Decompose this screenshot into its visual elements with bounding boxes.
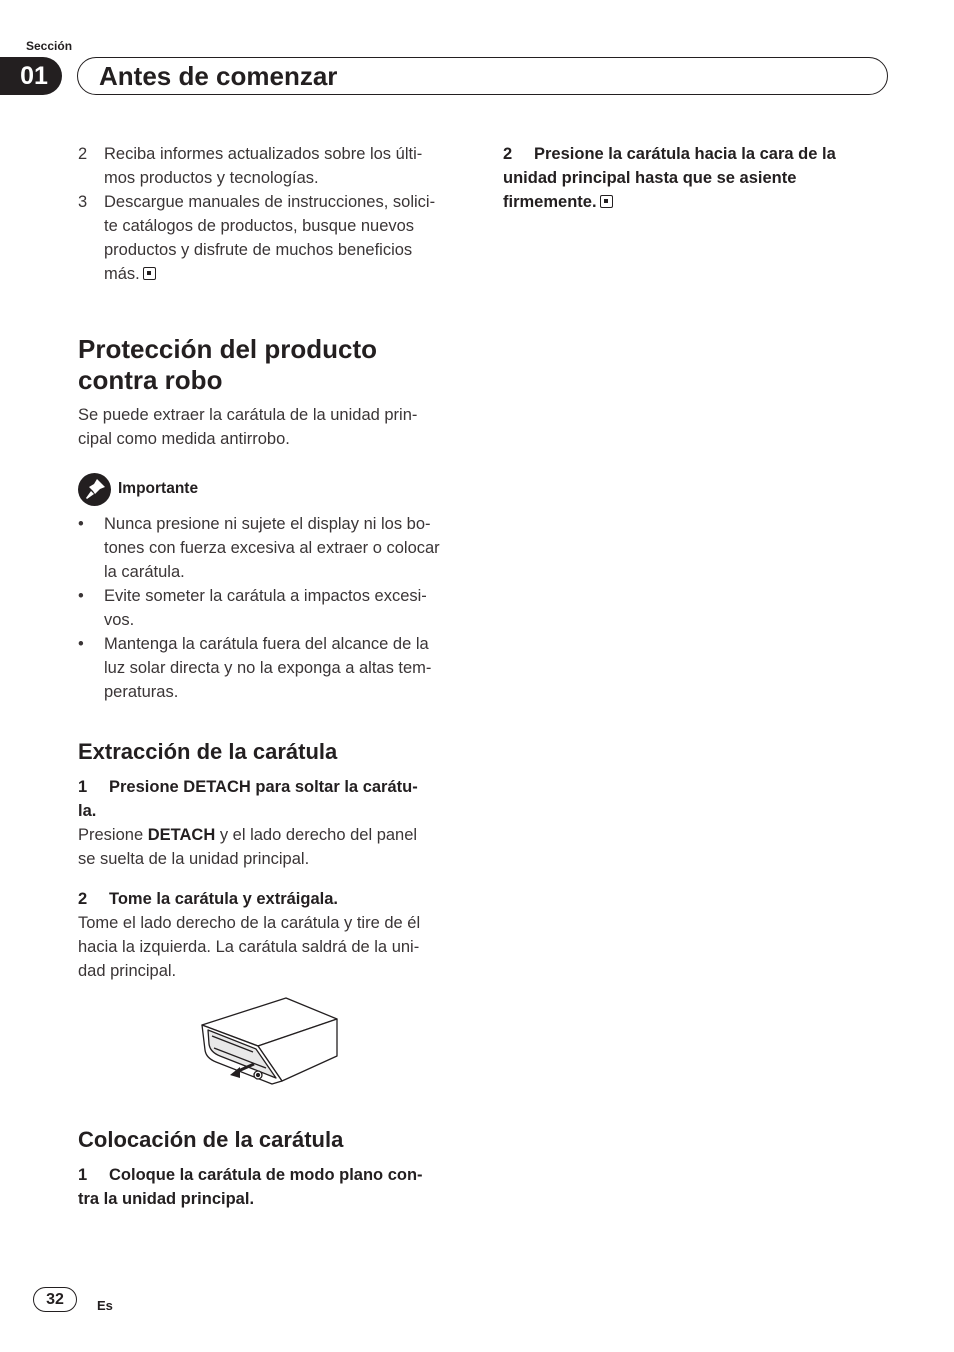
section-number-badge: 01 — [0, 57, 62, 95]
attachment-step-1 — [78, 1163, 478, 1211]
end-mark-icon — [143, 267, 156, 280]
list-item-text: más. — [104, 265, 140, 283]
extraction-step-1-body — [78, 823, 478, 871]
button-reference: DETACH — [147, 826, 216, 844]
step-text: Presione la carátula hacia la cara de la — [534, 145, 836, 163]
protection-heading — [78, 334, 377, 396]
page-title: Antes de comenzar — [99, 61, 338, 91]
step-number: 1 — [78, 1166, 88, 1184]
important-list — [78, 512, 478, 704]
intro-list — [78, 142, 478, 286]
list-item-text: Descargue manuales de instrucciones, solici- — [104, 193, 436, 211]
protection-description — [78, 403, 417, 451]
list-item-text: Evite someter la carátula a impactos excesi- — [104, 587, 427, 605]
step-text: Coloque la carátula de modo plano con- — [109, 1166, 423, 1184]
list-item-text: Nunca presione ni sujete el display ni los bo- — [104, 515, 431, 533]
paragraph-text: Presione — [78, 826, 148, 844]
paragraph-line: cipal como medida antirrobo. — [78, 430, 290, 448]
list-item-text: Reciba informes actualizados sobre los últi- — [104, 145, 423, 163]
heading-line: contra robo — [78, 365, 223, 395]
step-text: la. — [78, 802, 97, 820]
step-number: 2 — [78, 890, 88, 908]
list-item-number: 2 — [78, 145, 88, 163]
list-item-text: productos y disfrute de muchos beneficios — [104, 241, 413, 259]
step-number: 1 — [78, 778, 88, 796]
list-item-number: 3 — [78, 193, 88, 211]
list-item — [78, 632, 478, 704]
paragraph-line: dad principal. — [78, 962, 177, 980]
heading-line: Protección del producto — [78, 334, 378, 364]
step-text: Presione DETACH para soltar la carátu- — [109, 778, 418, 796]
list-item-text: mos productos y tecnologías. — [104, 169, 319, 187]
section-label: Sección — [26, 39, 73, 53]
list-item-text: peraturas. — [104, 683, 179, 701]
important-icon — [78, 473, 111, 506]
step-text: unidad principal hasta que se asiente — [503, 169, 797, 187]
paragraph-line: se suelta de la unidad principal. — [78, 850, 310, 868]
step-number: 2 — [503, 145, 513, 163]
extraction-step-2 — [78, 887, 338, 911]
end-mark-icon — [600, 195, 613, 208]
page-number: 32 — [33, 1287, 77, 1312]
list-item-text: luz solar directa y no la exponga a altas tem- — [104, 659, 432, 677]
bullet: • — [78, 515, 84, 533]
list-item — [78, 190, 478, 286]
list-item-text: te catálogos de productos, busque nuevos — [104, 217, 415, 235]
paragraph-line: Tome el lado derecho de la carátula y tire de él — [78, 914, 421, 932]
list-item — [78, 512, 478, 584]
bullet: • — [78, 635, 84, 653]
extraction-step-2-body — [78, 911, 478, 983]
attachment-step-2 — [503, 142, 903, 214]
extraction-heading: Extracción de la carátula — [78, 739, 338, 764]
list-item-text: vos. — [104, 611, 135, 629]
step-text: firmemente. — [503, 193, 597, 211]
list-item-text: Mantenga la carátula fuera del alcance de la — [104, 635, 429, 653]
step-text: Tome la carátula y extráigala. — [109, 890, 338, 908]
extraction-step-1 — [78, 775, 478, 823]
list-item-text: tones con fuerza excesiva al extraer o colocar — [104, 539, 440, 557]
detach-illustration — [196, 992, 346, 1092]
paragraph-line: Se puede extraer la carátula de la unidad prin- — [78, 406, 418, 424]
step-text: tra la unidad principal. — [78, 1190, 255, 1208]
paragraph-text: y el lado derecho del panel — [215, 826, 418, 844]
bullet: • — [78, 587, 84, 605]
important-label: Importante — [118, 480, 199, 497]
paragraph-line: hacia la izquierda. La carátula saldrá de la uni- — [78, 938, 420, 956]
list-item — [78, 584, 478, 632]
list-item-text: la carátula. — [104, 563, 185, 581]
list-item — [78, 142, 478, 190]
attachment-heading: Colocación de la carátula — [78, 1127, 344, 1152]
language-code: Es — [97, 1298, 113, 1313]
